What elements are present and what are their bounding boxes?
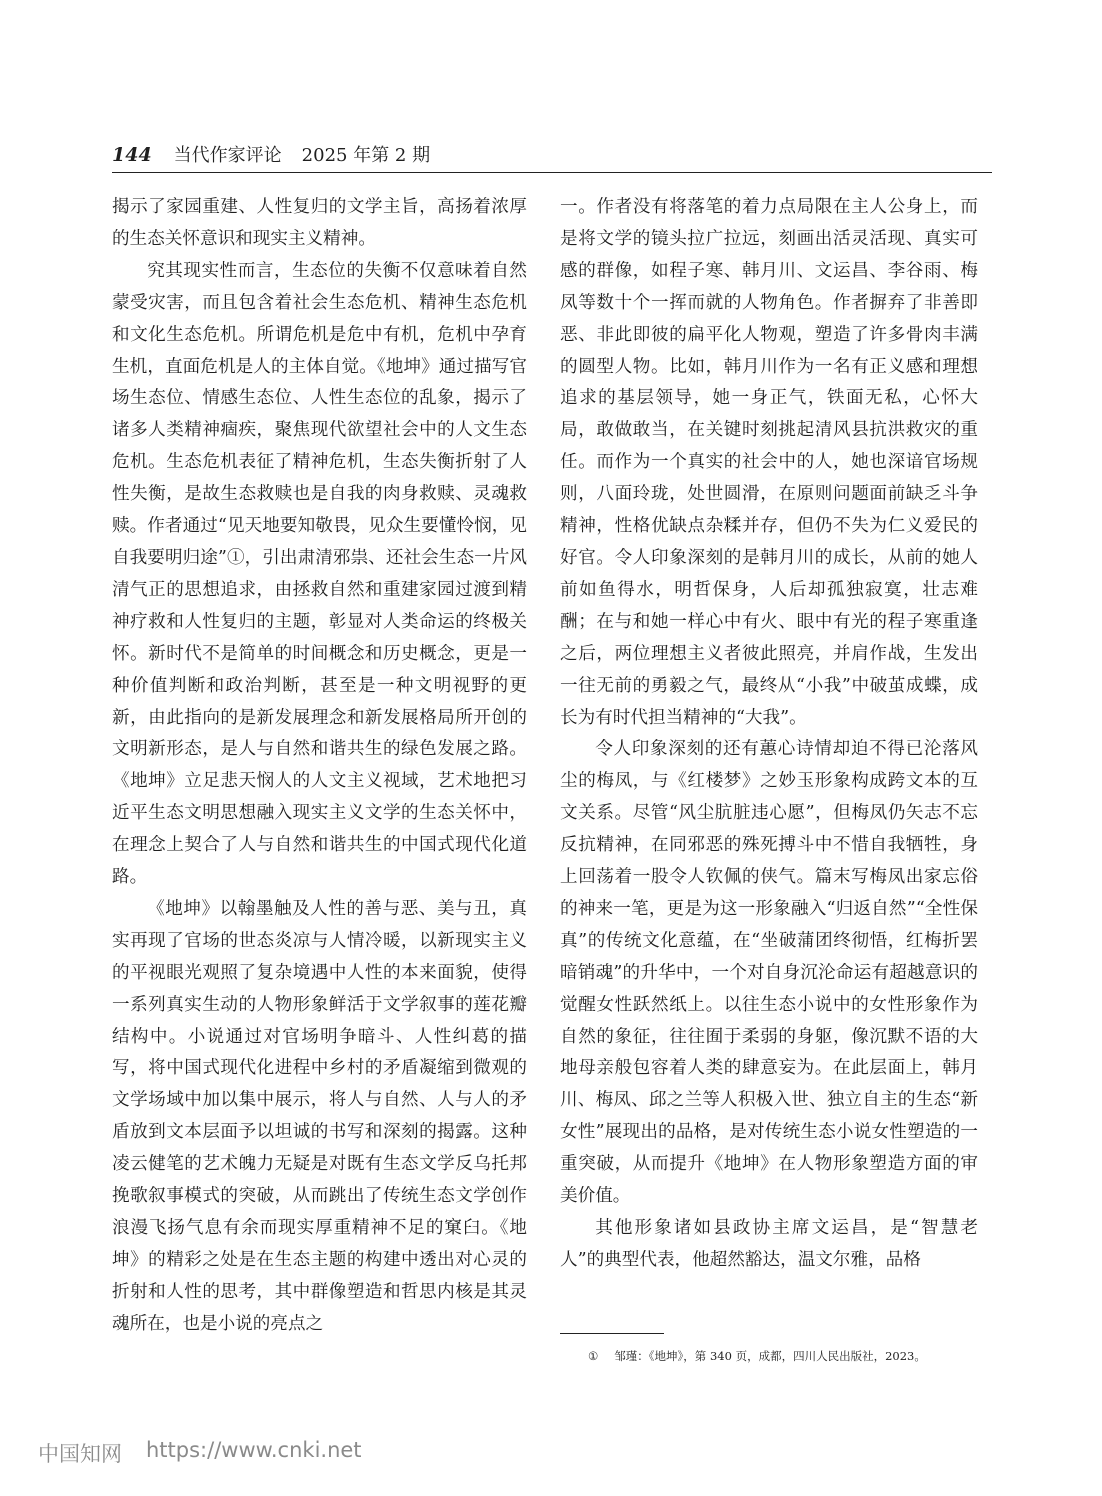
paragraph: 《地坤》以翰墨触及人性的善与恶、美与丑，真实再现了官场的世态炎凉与人情冷暖，以新现实主义的平视眼光观照了复杂境遇中人性的本来面貌，使得一系列真实生动的人物形象鲜活于文学叙事的莲花瓣结构中。小说通过对官场明争暗斗、人性纠葛的描写，将中国式现代化进程中乡村的矛盾凝缩到微观的文学场域中加以集中展示，将人与自然、人与人的矛盾放到文本层面予以坦诚的书写和深刻的揭露。这种凌云健笔的艺术魄力无疑是对既有生态文学反乌托邦挽歌叙事模式的突破，从而跳出了传统生态文学创作浪漫飞扬气息有余而现实厚重精神不足的窠臼。《地坤》的精彩之处是在生态主题的构建中透出对心灵的折射和人性的思考，其中群像塑造和哲思内核是其灵魂所在，也是小说的亮点之	[112, 898, 527, 1334]
watermark	[38, 1438, 362, 1468]
paragraph: 其他形象诸如县政协主席文运昌，是“智慧老人”的典型代表，他超然豁达，温文尔雅，品格	[560, 1218, 978, 1270]
footnote-rule	[560, 1333, 664, 1334]
watermark-site-name: 中国知网	[38, 1442, 122, 1466]
footnote	[588, 1348, 926, 1364]
journal-title: 当代作家评论	[173, 145, 282, 166]
footnote-mark: ①	[588, 1349, 599, 1363]
issue-label: 2025 年第 2 期	[301, 145, 431, 166]
left-column	[112, 192, 527, 1341]
paragraph: 揭示了家园重建、人性复归的文学主旨，高扬着浓厚的生态关怀意识和现实主义精神。	[112, 197, 527, 249]
right-column	[560, 192, 978, 1277]
footnote-text: 邹瑾：《地坤》，第 340 页，成都，四川人民出版社，2023。	[614, 1349, 926, 1363]
paragraph: 究其现实性而言，生态位的失衡不仅意味着自然蒙受灾害，而且包含着社会生态危机、精神生态危机和文化生态危机。所谓危机是危中有机，危机中孕育生机，直面危机是人的主体自觉。《地坤》通过描写官场生态位、情感生态位、人性生态位的乱象，揭示了诸多人类精神痼疾，聚焦现代欲望社会中的人文生态危机。生态危机表征了精神危机，生态失衡折射了人性失衡，是故生态救赎也是自我的肉身救赎、灵魂救赎。作者通过“见天地要知敬畏，见众生要懂怜悯，见自我要明归途”①，引出肃清邪祟、还社会生态一片风清气正的思想追求，由拯救自然和重建家园过渡到精神疗救和人性复归的主题，彰显对人类命运的终极关怀。新时代不是简单的时间概念和历史概念，更是一种价值判断和政治判断，甚至是一种文明视野的更新，由此指向的是新发展理念和新发展格局所开创的文明新形态，是人与自然和谐共生的绿色发展之路。《地坤》立足悲天悯人的人文主义视域，艺术地把习近平生态文明思想融入现实主义文学的生态关怀中，在理念上契合了人与自然和谐共生的中国式现代化道路。	[112, 260, 527, 888]
paragraph: 一。作者没有将落笔的着力点局限在主人公身上，而是将文学的镜头拉广拉远，刻画出活灵活现、真实可感的群像，如程子寒、韩月川、文运昌、李谷雨、梅凤等数十个一挥而就的人物角色。作者摒弃了非善即恶、非此即彼的扁平化人物观，塑造了许多骨肉丰满的圆型人物。比如，韩月川作为一名有正义感和理想追求的基层领导，她一身正气，铁面无私，心怀大局，敢做敢当，在关键时刻挑起清风县抗洪救灾的重任。而作为一个真实的社会中的人，她也深谙官场规则，八面玲珑，处世圆滑，在原则问题面前缺乏斗争精神，性格优缺点杂糅并存，但仍不失为仁义爱民的好官。令人印象深刻的是韩月川的成长，从前的她人前如鱼得水，明哲保身，人后却孤独寂寞，壮志难酬；在与和她一样心中有火、眼中有光的程子寒重逢之后，两位理想主义者彼此照亮，并肩作战，生发出一往无前的勇毅之气，最终从“小我”中破茧成蝶，成长为有时代担当精神的“大我”。	[560, 197, 978, 728]
paragraph: 令人印象深刻的还有蕙心诗情却迫不得已沦落风尘的梅凤，与《红楼梦》之妙玉形象构成跨文本的互文关系。尽管“风尘肮脏违心愿”，但梅凤仍矢志不忘反抗精神，在同邪恶的殊死搏斗中不惜自我牺牲，身上回荡着一股令人钦佩的侠气。篇末写梅凤出家忘俗的神来一笔，更是为这一形象融入“归返自然”“全性保真”的传统文化意蕴，在“坐破蒲团终彻悟，红梅折罢暗销魂”的升华中，一个对自身沉沦命运有超越意识的觉醒女性跃然纸上。以往生态小说中的女性形象作为自然的象征，往往囿于柔弱的身躯，像沉默不语的大地母亲般包容着人类的肆意妄为。在此层面上，韩月川、梅凤、邱之兰等人积极入世、独立自主的生态“新女性”展现出的品格，是对传统生态小说女性塑造的一重突破，从而提升《地坤》在人物形象塑造方面的审美价值。	[560, 739, 978, 1207]
running-header	[112, 141, 430, 167]
page-number: 144	[112, 144, 152, 166]
header-rule	[112, 172, 992, 173]
watermark-url[interactable]: https://www.cnki.net	[146, 1438, 362, 1462]
